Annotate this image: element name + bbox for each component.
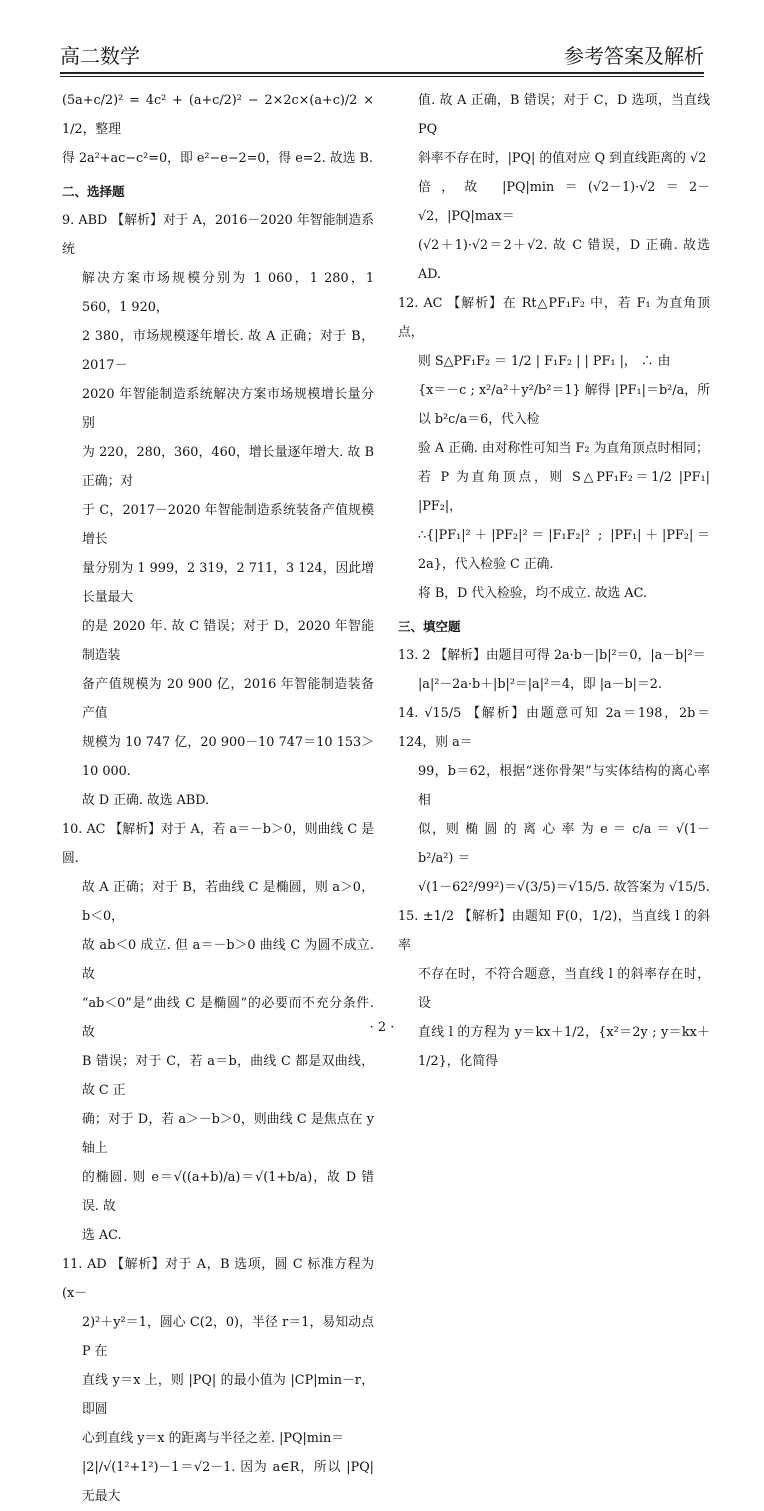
text-line: 斜率不存在时，|PQ| 的值对应 Q 到直线距离的 √2 (418, 151, 707, 166)
text-line: 选 AC. (82, 1228, 122, 1243)
text-line: 2 380，市场规模逐年增长. 故 A 正确；对于 B，2017－ (82, 329, 374, 373)
text-line: 心到直线 y＝x 的距离与半径之差. |PQ|min＝ (82, 1431, 345, 1446)
text-line: 若 P 为直角顶点，则 S△PF₁F₂＝1/2 |PF₁| |PF₂|， (418, 470, 710, 514)
text-line: “ab＜0”是“曲线 C 是椭圆”的必要而不充分条件. 故 (82, 996, 374, 1040)
text-line: {x＝－c ; x²/a²＋y²/b²＝1} 解得 |PF₁|＝b²/a，所以 b²c/a＝6，代入检 (418, 383, 710, 427)
page-number: · 2 · (369, 1020, 395, 1035)
text-line: 倍，故 |PQ|min＝(√2－1)·√2＝2－√2，|PQ|max＝ (418, 180, 710, 224)
text-line: B 错误；对于 C，若 a＝b，曲线 C 都是双曲线，故 C 正 (82, 1054, 374, 1098)
text-line: 为 220，280，360，460，增长量逐年增大. 故 B 正确；对 (82, 445, 374, 489)
text-line: 验 A 正确. 由对称性可知当 F₂ 为直角顶点时相同； (418, 441, 709, 456)
text-line: 确；对于 D，若 a＞－b＞0，则曲线 C 是焦点在 y 轴上 (82, 1112, 374, 1156)
text-line: 2020 年智能制造系统解决方案市场规模增长量分别 (82, 387, 374, 431)
text-line: 11. AD 【解析】对于 A，B 选项，圆 C 标准方程为 (x－ (62, 1257, 374, 1301)
text-line: 10. AC 【解析】对于 A，若 a＝－b＞0，则曲线 C 是圆. (62, 822, 374, 866)
text-line: 9. ABD 【解析】对于 A，2016－2020 年智能制造系统 (62, 213, 374, 257)
text-line: 规模为 10 747 亿，20 900－10 747＝10 153＞10 000. (82, 735, 374, 779)
text-line: 直线 y＝x 上，则 |PQ| 的最小值为 |CP|min－r，即圆 (82, 1373, 374, 1417)
answer-title: 参考答案及解析 (564, 44, 704, 68)
text-line: 12. AC 【解析】在 Rt△PF₁F₂ 中，若 F₁ 为直角顶点， (398, 296, 710, 340)
text-line: 故 ab＜0 成立. 但 a＝－b＞0 曲线 C 为圆不成立. 故 (82, 938, 374, 982)
text-line: 故 A 正确；对于 B，若曲线 C 是椭圆，则 a＞0，b＜0， (82, 880, 374, 924)
header-rule-thin (60, 76, 704, 77)
text-line: 13. 2 【解析】由题目可得 2a·b－|b|²＝0，|a－b|²＝ (398, 648, 706, 663)
section-heading: 三、填空题 (398, 619, 461, 634)
text-line: 故 D 正确. 故选 ABD. (82, 793, 210, 808)
text-line: (5a+c/2)² = 4c² + (a+c/2)² − 2×2c×(a+c)/2 × 1/2，整理 (62, 93, 374, 137)
text-line: 值. 故 A 正确，B 错误；对于 C，D 选项，当直线 PQ (418, 93, 710, 137)
text-line: 将 B，D 代入检验，均不成立. 故选 AC. (418, 586, 648, 601)
text-line: 备产值规模为 20 900 亿，2016 年智能制造装备产值 (82, 677, 374, 721)
text-line: 2)²＋y²＝1，圆心 C(2，0)，半径 r＝1，易知动点 P 在 (82, 1315, 374, 1359)
text-line: |a|²－2a·b＋|b|²＝|a|²＝4，即 |a－b|＝2. (418, 677, 662, 692)
text-line: 似，则 椭 圆 的 离 心 率 为 e ＝ c/a ＝ √(1－b²/a²) ＝ (418, 822, 710, 866)
text-line: 15. ±1/2 【解析】由题知 F(0，1/2)，当直线 l 的斜率 (398, 909, 710, 953)
text-line: 于 C，2017－2020 年智能制造系统装备产值规模增长 (82, 503, 374, 547)
text-line: 解决方案市场规模分别为 1 060，1 280，1 560，1 920， (82, 271, 374, 315)
text-line: √(1－62²/99²)＝√(3/5)＝√15/5. 故答案为 √15/5. (418, 880, 710, 895)
text-line: ∴{|PF₁|²＋|PF₂|²＝|F₁F₂|² ; |PF₁|＋|PF₂|＝2a}，代入检验 C 正确. (418, 528, 710, 572)
text-line: 则 S△PF₁F₂ ＝ 1/2 | F₁F₂ | | PF₁ |， ∴ 由 (418, 354, 671, 369)
text-line: 量分别为 1 999，2 319，2 711，3 124，因此增长量最大 (82, 561, 374, 605)
header-rule (60, 72, 704, 74)
left-column (62, 86, 374, 1511)
text-line: 的椭圆. 则 e＝√((a+b)/a)＝√(1+b/a)，故 D 错误. 故 (82, 1170, 374, 1214)
subject-title: 高二数学 (60, 44, 140, 68)
text-line: 得 2a²+ac−c²=0，即 e²−e−2=0，得 e=2. 故选 B. (62, 151, 373, 166)
text-line: 直线 l 的方程为 y＝kx＋1/2，{x²＝2y ; y＝kx＋1/2}，化简得 (418, 1025, 710, 1069)
page-header (60, 40, 704, 80)
text-line: (√2＋1)·√2＝2＋√2. 故 C 错误，D 正确. 故选 AD. (418, 238, 710, 282)
text-line: |2|/√(1²+1²)－1＝√2－1. 因为 a∈R，所以 |PQ| 无最大 (82, 1460, 374, 1504)
text-line: 14. √15/5 【解析】由题意可知 2a＝198，2b＝124，则 a＝ (398, 706, 710, 750)
section-heading: 二、选择题 (62, 184, 125, 199)
text-line: 99，b＝62，根据“迷你骨架”与实体结构的离心率相 (418, 764, 710, 808)
text-line: 的是 2020 年. 故 C 错误；对于 D，2020 年智能制造装 (82, 619, 374, 663)
text-line: 不存在时，不符合题意，当直线 l 的斜率存在时，设 (418, 967, 710, 1011)
right-column (398, 86, 710, 1076)
